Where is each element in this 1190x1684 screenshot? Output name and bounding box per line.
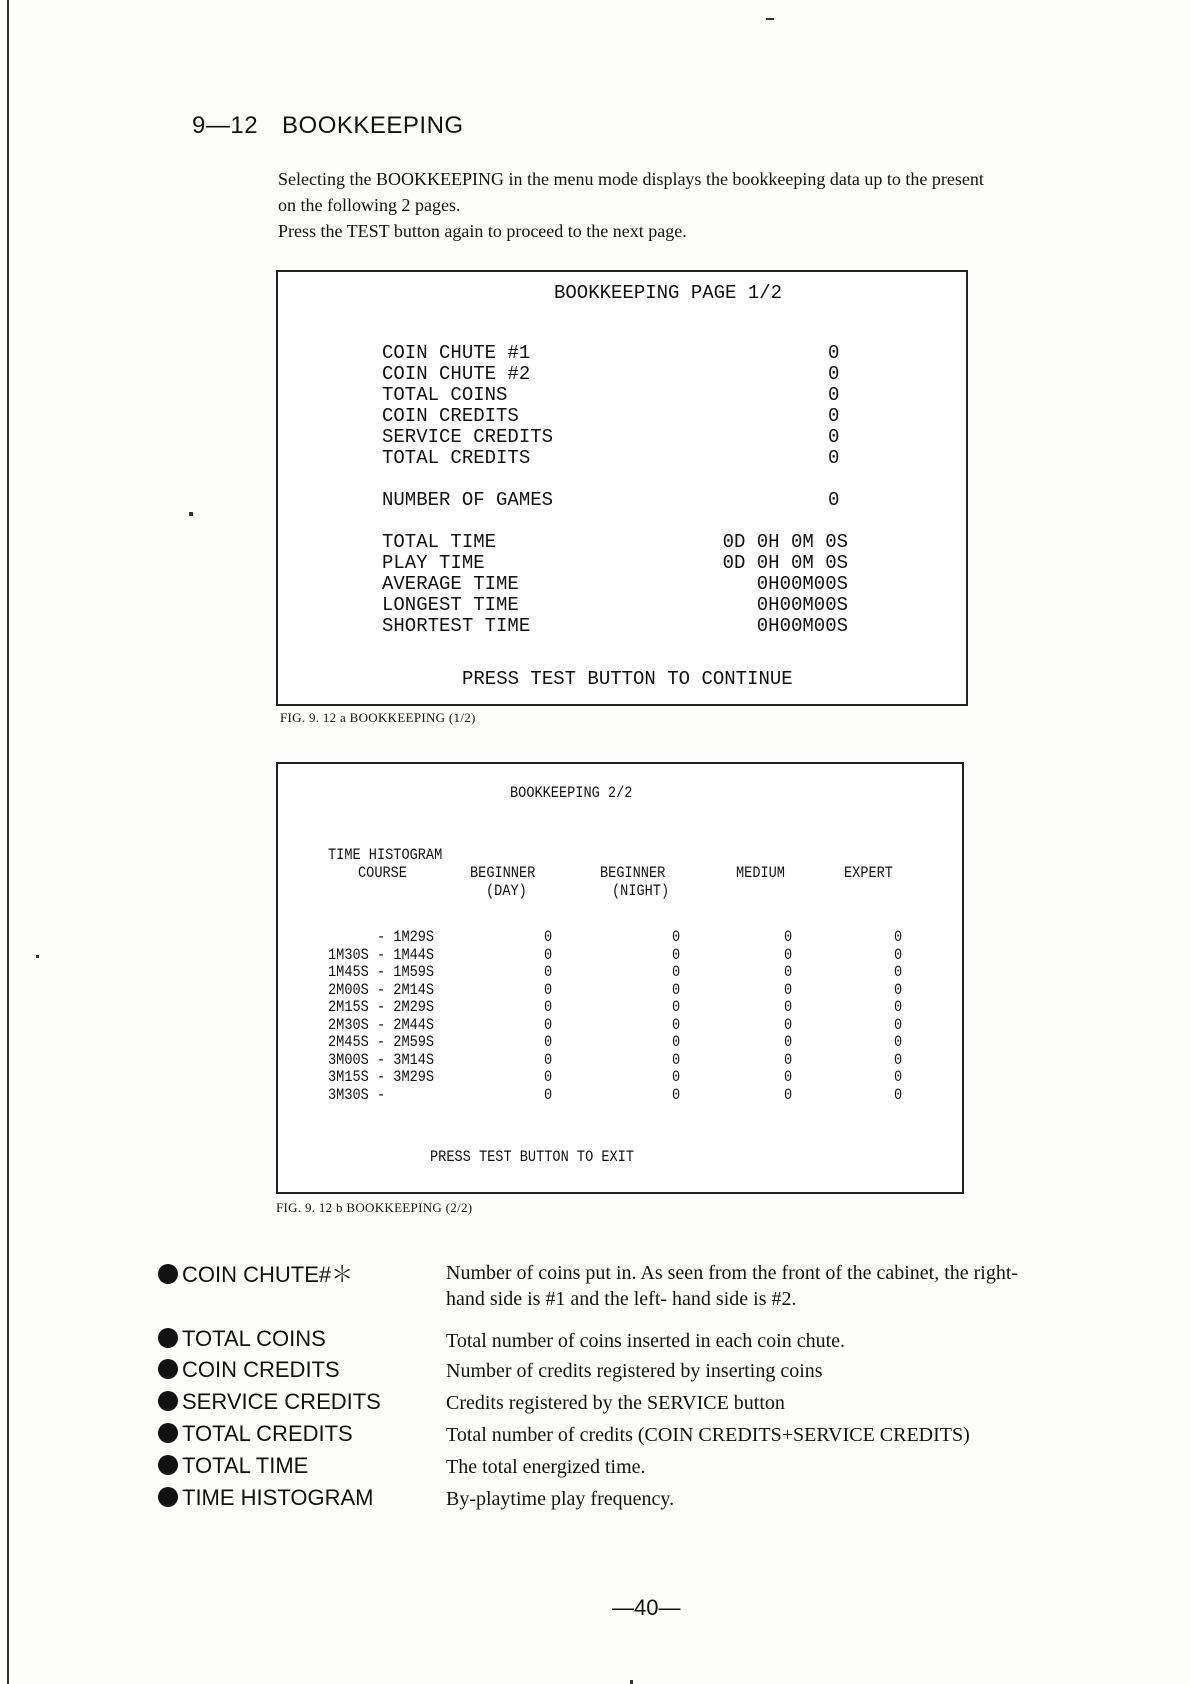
histogram-value-expert: 0 — [894, 1068, 903, 1086]
definition-term: COIN CHUTE#＊ — [158, 1258, 353, 1289]
histogram-value-medium: 0 — [784, 980, 793, 999]
histogram-value-medium: 0 — [784, 1033, 793, 1051]
histogram-value-expert: 0 — [894, 1050, 903, 1069]
bookkeeping-page2-screen — [276, 762, 964, 1194]
time-row-value: 0H00M00S — [756, 615, 848, 637]
histogram-value-day: 0 — [544, 1033, 553, 1051]
histogram-value-day: 0 — [544, 945, 553, 964]
histogram-value-day: 0 — [544, 963, 553, 981]
histogram-range: 1M45S - 1M59S — [328, 963, 435, 981]
header-beginner-night: BEGINNER — [600, 864, 666, 882]
header-beginner-day: BEGINNER — [470, 864, 536, 882]
histogram-value-expert: 0 — [894, 1033, 903, 1051]
histogram-value-expert: 0 — [894, 963, 903, 981]
histogram-value-day: 0 — [544, 928, 553, 946]
histogram-range: 2M15S - 2M29S — [328, 998, 435, 1016]
definition-desc: Credits registered by the SERVICE button — [446, 1392, 785, 1414]
bullet-icon — [158, 1487, 178, 1507]
coin-row-label: TOTAL CREDITS — [382, 447, 531, 469]
definition-term: TIME HISTOGRAM — [158, 1485, 374, 1511]
time-row-value: 0H00M00S — [756, 573, 848, 595]
coin-row-label: COIN CHUTE #1 — [382, 342, 531, 364]
bullet-icon — [158, 1455, 178, 1475]
screen2-title: BOOKKEEPING 2/2 — [510, 784, 633, 802]
intro-line: Selecting the BOOKKEEPING in the menu mode displays the bookkeeping data up to the present — [278, 169, 984, 189]
histogram-value-day: 0 — [544, 1068, 553, 1086]
histogram-value-night: 0 — [672, 980, 681, 999]
bullet-icon — [158, 1359, 178, 1379]
binding-edge-line — [7, 0, 9, 1684]
definition-term: TOTAL TIME — [158, 1453, 308, 1479]
histogram-range: 2M30S - 2M44S — [328, 1015, 435, 1034]
definition-term: TOTAL COINS — [158, 1326, 326, 1352]
coin-row-value: 0 — [828, 405, 840, 427]
coin-row-label: COIN CHUTE #2 — [382, 363, 531, 385]
histogram-value-expert: 0 — [894, 1085, 903, 1104]
scan-speck — [630, 1680, 633, 1684]
histogram-value-medium: 0 — [784, 1050, 793, 1069]
definition-desc: Total number of coins inserted in each coin chute. — [446, 1330, 846, 1352]
histogram-value-day: 0 — [544, 998, 553, 1016]
header-expert: EXPERT — [844, 864, 893, 882]
figure-caption-1: FIG. 9. 12 a BOOKKEEPING (1/2) — [280, 710, 476, 725]
histogram-value-night: 0 — [672, 1033, 681, 1051]
histogram-value-night: 0 — [672, 1050, 681, 1069]
histogram-range: 2M45S - 2M59S — [328, 1033, 435, 1051]
histogram-value-night: 0 — [672, 928, 681, 946]
coin-row-value: 0 — [828, 342, 840, 364]
time-row-label: PLAY TIME — [382, 552, 485, 574]
definition-term: TOTAL CREDITS — [158, 1421, 353, 1447]
definition-desc: By-playtime play frequency. — [446, 1488, 675, 1510]
histogram-range: 3M00S - 3M14S — [328, 1050, 435, 1069]
histogram-value-medium: 0 — [784, 1068, 793, 1086]
section-heading — [192, 112, 464, 140]
time-row-label: SHORTEST TIME — [382, 615, 531, 637]
coin-row-label: SERVICE CREDITS — [382, 426, 554, 448]
histogram-value-night: 0 — [672, 945, 681, 964]
histogram-value-night: 0 — [672, 998, 681, 1016]
time-row-label: AVERAGE TIME — [382, 573, 519, 595]
time-row-label: LONGEST TIME — [382, 594, 519, 616]
bullet-icon — [158, 1328, 178, 1348]
header-beginner-night-sub: (NIGHT) — [612, 882, 670, 900]
histogram-range: - 1M29S — [328, 928, 435, 946]
histogram-range: 3M15S - 3M29S — [328, 1068, 435, 1086]
histogram-value-medium: 0 — [784, 928, 793, 946]
time-row-value: 0D 0H 0M 0S — [722, 552, 848, 574]
screen1-title: BOOKKEEPING PAGE 1/2 — [554, 282, 783, 304]
histogram-value-day: 0 — [544, 1015, 553, 1034]
histogram-range: 1M30S - 1M44S — [328, 945, 435, 964]
games-value: 0 — [828, 489, 840, 511]
section-number: 9—12 — [192, 112, 259, 139]
bullet-icon — [158, 1391, 178, 1411]
histogram-value-night: 0 — [672, 1068, 681, 1086]
screen2-footer: PRESS TEST BUTTON TO EXIT — [430, 1148, 635, 1166]
section-title: BOOKKEEPING — [282, 112, 464, 139]
histogram-value-night: 0 — [672, 1085, 681, 1104]
header-medium: MEDIUM — [736, 864, 785, 882]
intro-line: Press the TEST button again to proceed to the next page. — [278, 221, 687, 241]
scan-speck — [189, 512, 193, 516]
definition-desc: Number of credits registered by inserting coins — [446, 1360, 823, 1382]
definition-term: COIN CREDITS — [158, 1357, 340, 1383]
games-label: NUMBER OF GAMES — [382, 489, 554, 511]
intro-paragraph — [278, 166, 1148, 244]
histogram-value-day: 0 — [544, 1085, 553, 1104]
definition-desc: The total energized time. — [446, 1456, 646, 1478]
coin-row-value: 0 — [828, 384, 840, 406]
histogram-value-expert: 0 — [894, 980, 903, 999]
coin-row-value: 0 — [828, 447, 840, 469]
intro-line: on the following 2 pages. — [278, 195, 461, 215]
histogram-value-expert: 0 — [894, 928, 903, 946]
screen1-footer: PRESS TEST BUTTON TO CONTINUE — [462, 668, 793, 690]
histogram-value-night: 0 — [672, 1015, 681, 1034]
header-course: COURSE — [358, 864, 407, 882]
histogram-value-medium: 0 — [784, 998, 793, 1016]
bullet-icon — [158, 1423, 178, 1443]
time-row-value: 0H00M00S — [756, 594, 848, 616]
bookkeeping-page1-screen — [276, 270, 968, 706]
time-row-value: 0D 0H 0M 0S — [722, 531, 848, 553]
histogram-value-medium: 0 — [784, 1015, 793, 1034]
page-number: —40— — [612, 1595, 681, 1620]
histogram-value-night: 0 — [672, 963, 681, 981]
histogram-range: 2M00S - 2M14S — [328, 980, 435, 999]
bullet-icon — [158, 1264, 178, 1284]
header-beginner-day-sub: (DAY) — [486, 882, 527, 900]
figure-caption-2: FIG. 9. 12 b BOOKKEEPING (2/2) — [276, 1200, 473, 1215]
coin-row-value: 0 — [828, 426, 840, 448]
histogram-value-medium: 0 — [784, 963, 793, 981]
histogram-value-expert: 0 — [894, 998, 903, 1016]
histogram-label: TIME HISTOGRAM — [328, 846, 443, 864]
scan-speck — [36, 955, 39, 958]
histogram-value-day: 0 — [544, 980, 553, 999]
coin-row-value: 0 — [828, 363, 840, 385]
definition-desc: Number of coins put in. As seen from the front of the cabinet, the right- hand side is #1 and the left- hand side is #2. — [446, 1262, 1019, 1310]
histogram-value-medium: 0 — [784, 945, 793, 964]
time-row-label: TOTAL TIME — [382, 531, 497, 553]
definition-desc: Total number of credits (COIN CREDITS+SERVICE CREDITS) — [446, 1424, 970, 1446]
histogram-range: 3M30S - — [328, 1085, 435, 1104]
coin-row-label: TOTAL COINS — [382, 384, 508, 406]
coin-row-label: COIN CREDITS — [382, 405, 519, 427]
histogram-value-expert: 0 — [894, 1015, 903, 1034]
histogram-value-day: 0 — [544, 1050, 553, 1069]
histogram-value-expert: 0 — [894, 945, 903, 964]
histogram-value-medium: 0 — [784, 1085, 793, 1104]
definition-term: SERVICE CREDITS — [158, 1389, 381, 1415]
scan-speck — [766, 18, 774, 20]
